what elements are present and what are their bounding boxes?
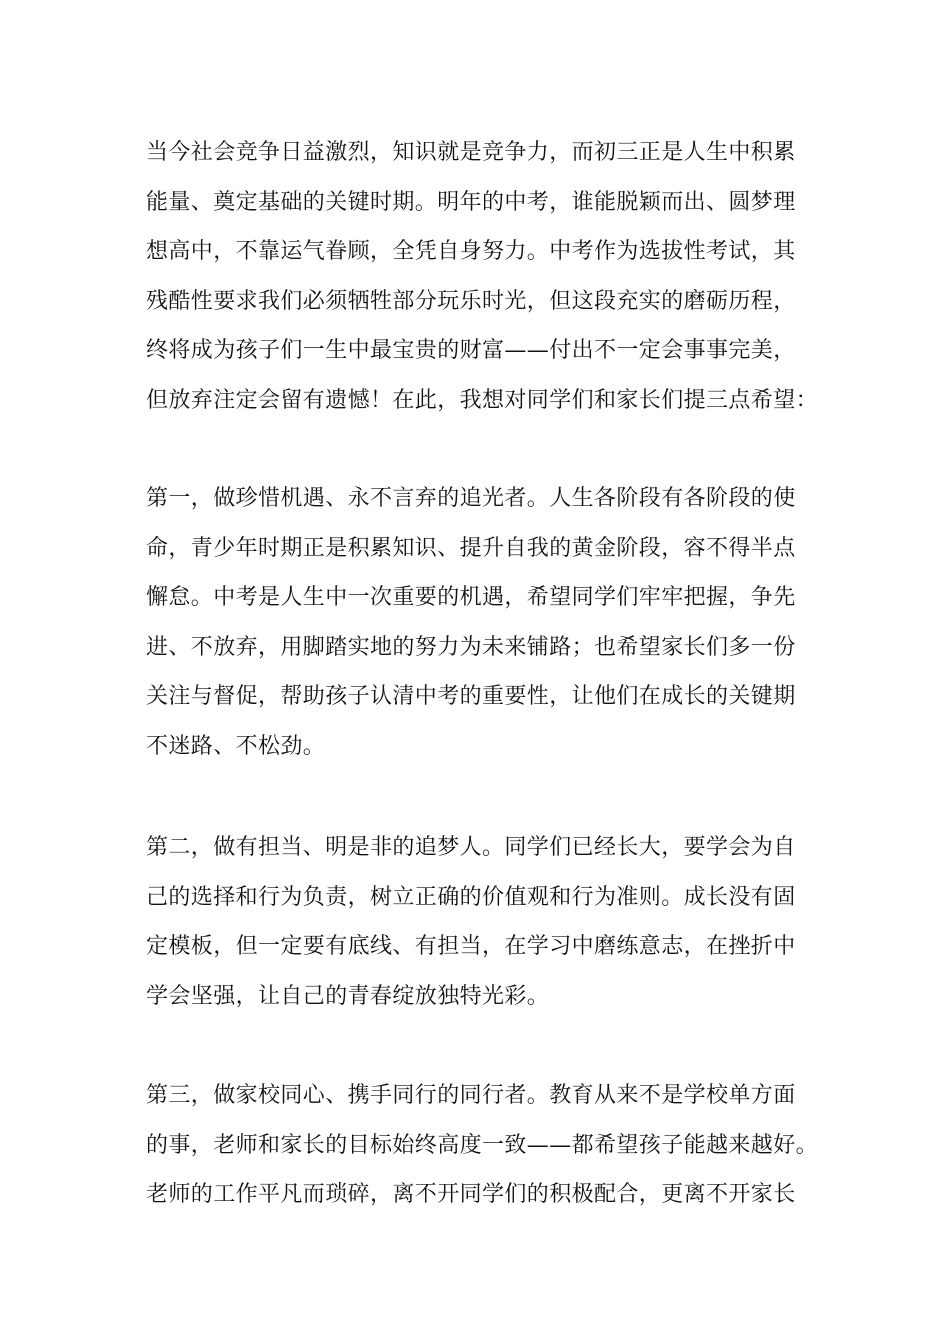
first-point-paragraph [146, 474, 826, 771]
text-line: 但放弃注定会留有遗憾！在此，我想对同学们和家长们提三点希望： [146, 387, 819, 413]
text-line: 第三，做家校同心、携手同行的同行者。教育从来不是学校单方面 [146, 1083, 796, 1108]
text-line: 第二，做有担当、明是非的追梦人。同学们已经长大，要学会为自 [146, 835, 796, 860]
text-line: 能量、奠定基础的关键时期。明年的中考，谁能脱颖而出、圆梦理 [146, 189, 796, 215]
text-line: 学会坚强，让自己的青春绽放独特光彩。 [146, 983, 550, 1009]
intro-paragraph [146, 128, 826, 425]
text-line: 关注与督促，帮助孩子认清中考的重要性，让他们在成长的关键期 [146, 684, 796, 709]
text-line: 的事，老师和家长的目标始终高度一致——都希望孩子能越来越好。 [146, 1132, 819, 1158]
text-line: 不迷路、不松劲。 [146, 733, 326, 759]
text-line: 定模板，但一定要有底线、有担当，在学习中磨练意志，在挫折中 [146, 934, 796, 959]
text-line: 己的选择和行为负责，树立正确的价值观和行为准则。成长没有固 [146, 884, 796, 910]
text-line: 第一，做珍惜机遇、永不言弃的追光者。人生各阶段有各阶段的使 [146, 486, 796, 511]
text-line: 老师的工作平凡而琐碎，离不开同学们的积极配合，更离不开家长 [146, 1182, 796, 1207]
text-line: 命，青少年时期正是积累知识、提升自我的黄金阶段，容不得半点 [146, 535, 796, 561]
text-line: 想高中，不靠运气眷顾，全凭自身努力。中考作为选拔性考试，其 [146, 239, 796, 264]
text-line: 残酷性要求我们必须牺牲部分玩乐时光，但这段充实的磨砺历程， [146, 288, 796, 314]
text-line: 终将成为孩子们一生中最宝贵的财富——付出不一定会事事完美， [146, 338, 796, 363]
text-line: 懈怠。中考是人生中一次重要的机遇，希望同学们牢牢把握，争先 [146, 585, 796, 610]
third-point-paragraph [146, 1071, 826, 1220]
text-line: 进、不放弃，用脚踏实地的努力为未来铺路；也希望家长们多一份 [146, 634, 796, 660]
text-line: 当今社会竞争日益激烈，知识就是竞争力，而初三正是人生中积累 [146, 140, 796, 165]
second-point-paragraph [146, 823, 826, 1021]
